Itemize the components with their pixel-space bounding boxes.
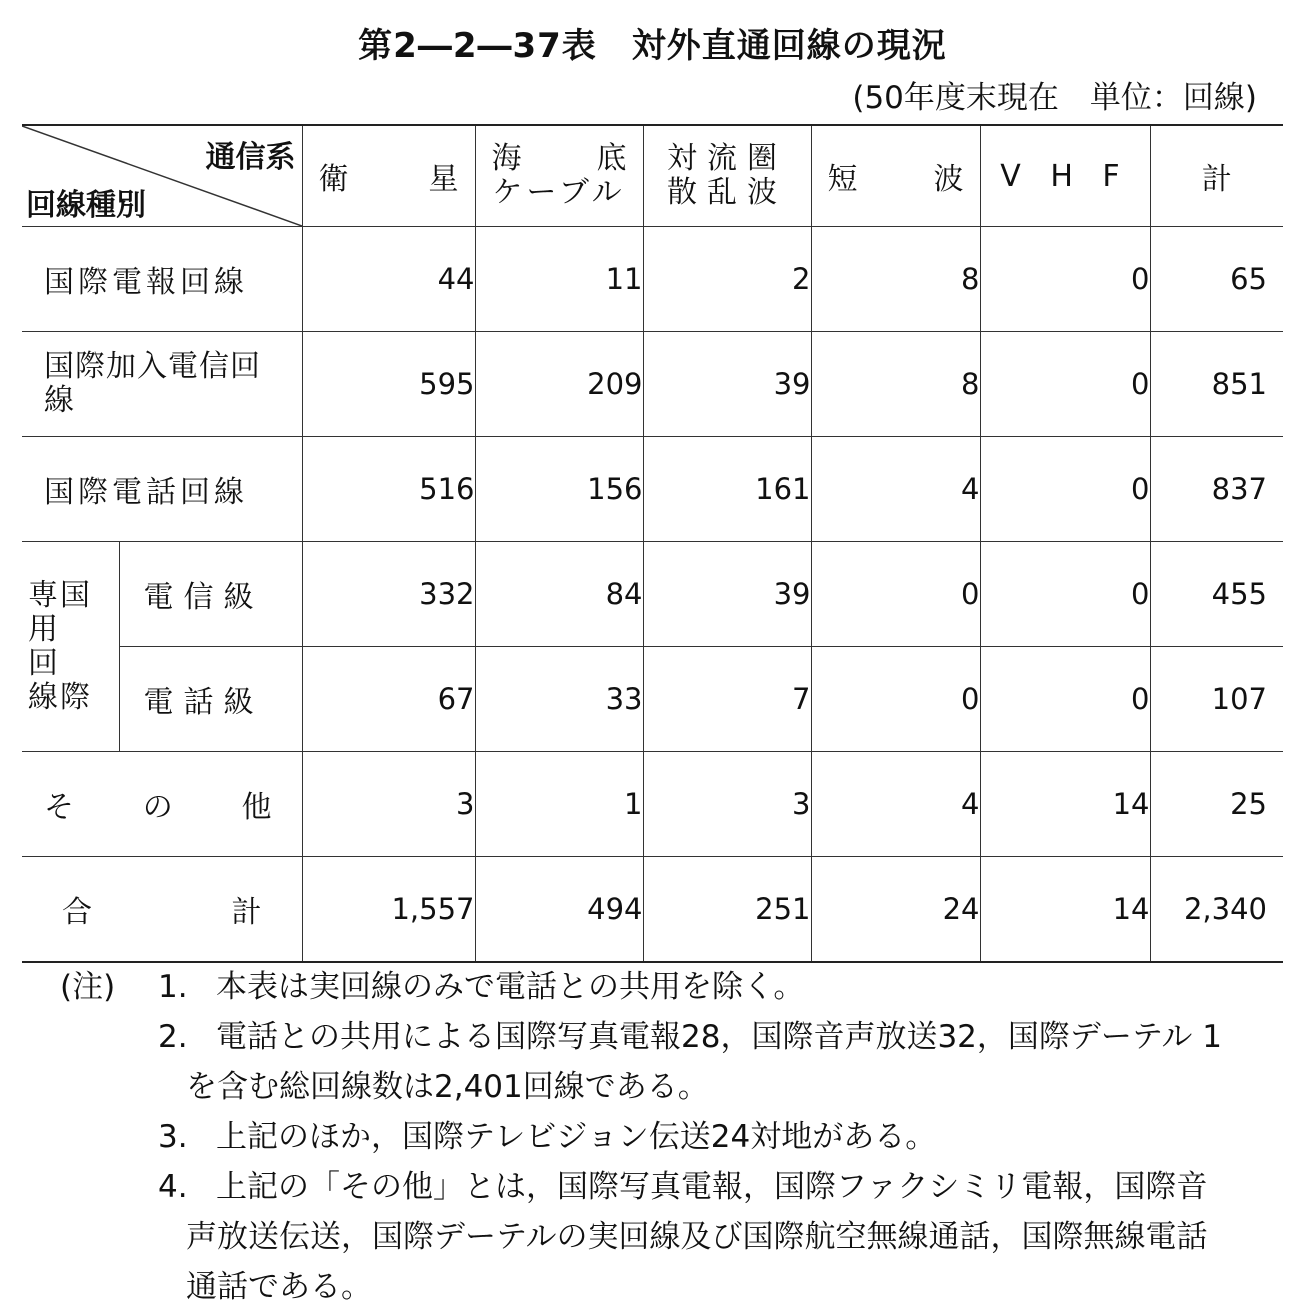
cell-value: 107 [1150,647,1283,752]
cell-value: 7 [643,647,811,752]
total-char: 合 [62,895,92,930]
column-header-submarine-cable [475,125,643,227]
cell-value: 0 [811,542,980,647]
row-label-telephone-grade [119,647,302,752]
cell-value: 2,340 [1150,857,1283,963]
tropo-line-1: 対流圏 [667,141,787,176]
group-char: 際 [60,679,90,715]
table-row [22,332,1283,437]
cell-value: 1 [475,752,643,857]
cell-value: 1,557 [302,857,475,963]
footnote-continuation: 声放送伝送，国際デーテルの実回線及び国際航空無線通話，国際無線電話 [186,1219,1208,1255]
cell-value: 0 [980,332,1150,437]
row-label-telegram [22,227,302,332]
footnote-text: 上記のほか，国際テレビジョン伝送24対地がある。 [216,1119,937,1155]
footnote-item [60,962,1290,1012]
footnote-number: 1. [158,969,188,1005]
footnote-continuation: 通話である。 [186,1269,372,1305]
row-label-other [22,752,302,857]
row-label-telegraph-grade [119,542,302,647]
group-char: 用 [28,611,58,647]
table-row [22,227,1283,332]
unit-note: (50年度末現在 単位：回線) [852,80,1257,116]
cell-value: 24 [811,857,980,963]
column-header-vhf: V H F [980,125,1150,227]
footnote-text: 電話との共用による国際写真電報28，国際音声放送32，国際デーテル 1 [216,1019,1222,1055]
cell-value: 494 [475,857,643,963]
cell-value: 3 [302,752,475,857]
cell-value: 4 [811,752,980,857]
cell-value: 65 [1150,227,1283,332]
footnotes [60,962,1290,1312]
footnote-text: 本表は実回線のみで電話との共用を除く。 [216,969,805,1005]
corner-header-cell [22,125,302,227]
cell-value: 161 [643,437,811,542]
footnote-continuation: を含む総回線数は2,401回線である。 [186,1069,709,1105]
shortwave-char-2: 波 [933,162,964,197]
cell-value: 332 [302,542,475,647]
column-header-tropo-scatter [643,125,811,227]
cell-value: 44 [302,227,475,332]
satellite-char-1: 衛 [318,162,349,197]
cell-value: 516 [302,437,475,542]
table-row [22,542,1283,647]
footnote-number: 2. [158,1019,188,1055]
column-header-total: 計 [1150,125,1283,227]
cell-value: 837 [1150,437,1283,542]
group-label-leased-lines [22,542,119,752]
corner-label-system: 通信系 [205,140,296,175]
footnote-item [60,1162,1290,1212]
group-char: 国 [60,577,90,613]
row-label-telex [22,332,302,437]
satellite-char-2: 星 [428,162,459,197]
row-label-text: 電信級 [143,580,264,615]
table-row [22,752,1283,857]
cell-value: 8 [811,227,980,332]
cell-value: 0 [980,542,1150,647]
total-char: 計 [231,895,262,930]
cell-value: 2 [643,227,811,332]
group-char: 線 [28,679,58,715]
cell-value: 39 [643,542,811,647]
row-label-text: 電話級 [143,685,264,720]
footnote-text: 上記の「その他」とは，国際写真電報，国際ファクシミリ電報，国際音 [216,1169,1208,1205]
cell-value: 209 [475,332,643,437]
other-char: そ [44,790,74,825]
cell-value: 14 [980,857,1150,963]
cell-value: 3 [643,752,811,857]
other-char: 他 [241,790,272,825]
circuit-table [22,124,1283,963]
row-label-text: 国際電話回線 [44,475,248,510]
cell-value: 0 [980,437,1150,542]
cell-value: 455 [1150,542,1283,647]
cell-value: 595 [302,332,475,437]
table-row-total [22,857,1283,963]
footnote-number: 4. [158,1169,188,1205]
cell-value: 33 [475,647,643,752]
row-label-telephone [22,437,302,542]
cell-value: 39 [643,332,811,437]
group-char [60,647,92,681]
header-row [22,125,1283,227]
footnote-heading: (注) [60,969,116,1005]
cell-value: 0 [980,227,1150,332]
corner-label-circuit-type: 回線種別 [26,188,146,223]
table-title: 第2―2―37表 対外直通回線の現況 [358,26,947,66]
cell-value: 4 [811,437,980,542]
tropo-line-2: 散乱波 [667,175,787,210]
cable-char-2: 底 [596,141,627,176]
row-label-grand-total [22,857,302,963]
cell-value: 8 [811,332,980,437]
table-row [22,647,1283,752]
cable-line-2: ケーブル [492,175,626,210]
cell-value: 0 [980,647,1150,752]
cell-value: 0 [811,647,980,752]
column-header-satellite [302,125,475,227]
group-char: 専 [28,577,58,613]
column-header-shortwave [811,125,980,227]
cell-value: 84 [475,542,643,647]
footnote-number: 3. [158,1119,188,1155]
cell-value: 25 [1150,752,1283,857]
cell-value: 156 [475,437,643,542]
cell-value: 14 [980,752,1150,857]
row-label-line-1: 国際加入電信回 [44,349,261,384]
cell-value: 251 [643,857,811,963]
cell-value: 851 [1150,332,1283,437]
group-char: 回 [28,645,58,681]
row-label-text: 国際電報回線 [44,265,248,300]
group-char [60,613,92,647]
cell-value: 67 [302,647,475,752]
other-char: の [142,790,173,825]
footnote-item [60,1012,1290,1062]
shortwave-char-1: 短 [827,162,858,197]
table-row [22,437,1283,542]
cell-value: 11 [475,227,643,332]
footnote-item [60,1112,1290,1162]
cable-char-1: 海 [491,141,522,176]
row-label-line-2: 線 [44,383,75,418]
